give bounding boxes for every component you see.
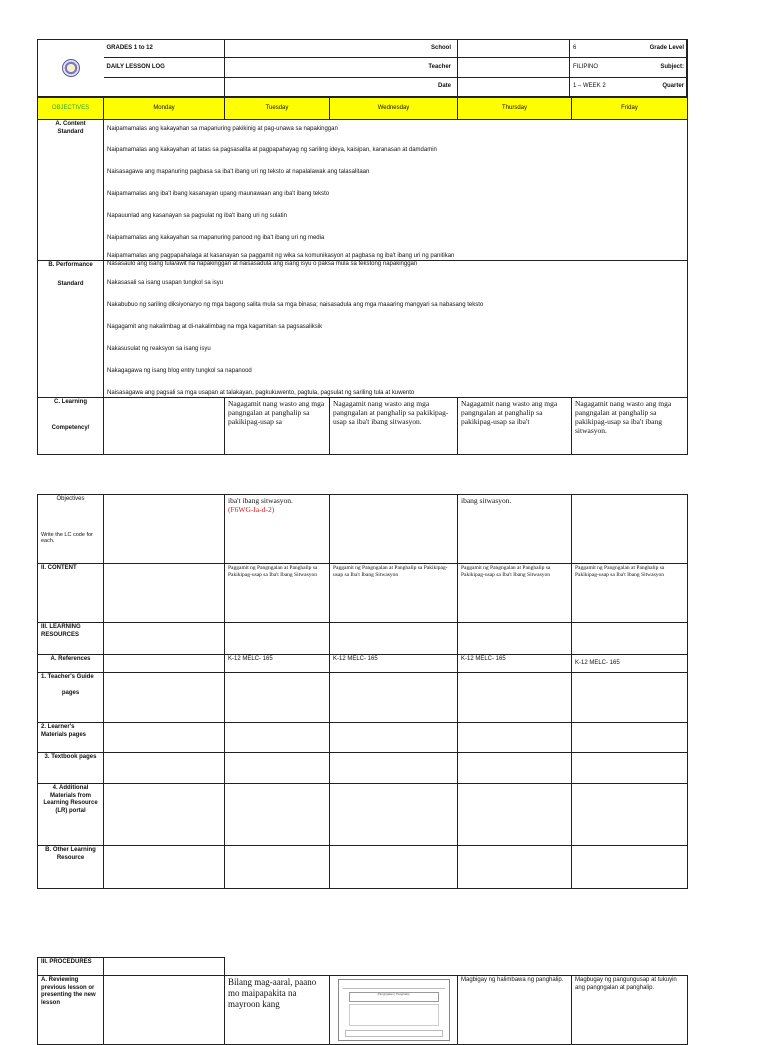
day-monday: Monday bbox=[104, 98, 225, 120]
content-standard-line: Naisasagawa ang mapanuring pagbasa sa iba't ibang uri ng teksto at napalalawak ang talasalitaan bbox=[107, 169, 370, 176]
lc-code: (F6WG-Ia-d-2) bbox=[228, 505, 275, 514]
date-field[interactable] bbox=[458, 78, 570, 97]
textbook-pages-label: 3. Textbook pages bbox=[38, 753, 104, 784]
content-friday: Paggamit ng Pangngalan at Panghalip sa Pakikipag-usap sa Iba't Ibang Sitwasyon bbox=[572, 564, 688, 623]
content-standard-line: Naipamamalas ang iba't ibang kasanayan upang maunawaan ang iba't ibang teksto bbox=[107, 191, 330, 198]
references-label: A. References bbox=[38, 655, 104, 673]
learning-competency-label-1: C. Learning bbox=[53, 399, 87, 405]
quarter-value[interactable]: 1 – WEEK 2 bbox=[570, 78, 687, 97]
procedures-label: III. PROCEDURES bbox=[38, 958, 104, 976]
references-thursday: K-12 MELC- 165 bbox=[458, 655, 572, 673]
content-monday[interactable] bbox=[104, 564, 225, 623]
lc-tuesday: Nagagamit nang wasto ang mga pangngalan at panghalip sa pakikipag-usap sa bbox=[225, 398, 330, 455]
objectives-header: OBJECTIVES bbox=[38, 98, 104, 120]
performance-standard-line: Nagagamit ang nakalimbag at di-nakalimbag na mga kagamitan sa pagsasaliksik bbox=[107, 324, 323, 331]
school-label: School bbox=[225, 40, 458, 58]
teacher-label: Teacher bbox=[225, 58, 458, 78]
obj-friday[interactable] bbox=[572, 495, 688, 564]
content-standard-line: Naipamamalas ang pagpapahalaga at kasanayan sa paggamit ng wika sa komunikasyon at pagbasa ng iba't ibang uri ng panitikan bbox=[107, 252, 455, 259]
content-standard-line: Naipamamalas ang kakayahan sa mapanuring pakikinig at pag-unawa sa napakinggan bbox=[107, 126, 338, 133]
performance-standard-label-1: B. Performance bbox=[48, 262, 93, 268]
deped-seal-logo bbox=[62, 59, 80, 77]
content-label: II. CONTENT bbox=[38, 564, 104, 623]
obj-tuesday-continued: iba't ibang sitwasyon. bbox=[228, 496, 293, 505]
header-values bbox=[569, 39, 687, 97]
content-standard-label-1: A. Content bbox=[55, 121, 86, 127]
content-standard-label-2: Standard bbox=[57, 128, 84, 135]
content-wednesday: Paggamit ng Pangngalan at Panghalip sa Pakikipag-usap sa Iba't Ibang Sitwasyon bbox=[330, 564, 458, 623]
performance-standard-line: Nakagagawa ng isang blog entry tungkol sa napanood bbox=[107, 368, 252, 375]
references-wednesday: K-12 MELC- 165 bbox=[330, 655, 458, 673]
day-wednesday: Wednesday bbox=[330, 98, 458, 120]
other-learning-resource-label: B. Other Learning Resource bbox=[38, 846, 104, 889]
date-label: Date bbox=[225, 78, 458, 97]
performance-standard-label-2: Standard bbox=[57, 280, 84, 287]
learners-materials-label: 2. Learner's Materials pages bbox=[38, 723, 104, 753]
grades-label: GRADES 1 to 12 bbox=[104, 40, 225, 58]
review-label: A. Reviewing previous lesson or presenting the new lesson bbox=[38, 976, 104, 1045]
performance-standard-line: Nakabubuo ng sariling diksiyonaryo ng mga bagong salita mula sa mga binasa; naisasadula ang mga maaaring mangyari sa nabasang teksto bbox=[107, 302, 484, 309]
day-tuesday: Tuesday bbox=[225, 98, 330, 120]
content-standard-line: Napauunlad ang kasanayan sa pagsulat ng iba't ibang uri ng sulatin bbox=[107, 213, 287, 220]
lc-thursday: Nagagamit nang wasto ang mga pangngalan at panghalip sa pakikipag-usap sa iba't bbox=[458, 398, 572, 455]
obj-wednesday[interactable] bbox=[330, 495, 458, 564]
review-wednesday bbox=[330, 976, 458, 1045]
teacher-field[interactable] bbox=[458, 58, 570, 78]
quarter-label: Quarter bbox=[570, 78, 688, 97]
performance-standard-line: Nakasasali sa isang usapan tungkol sa isyu bbox=[107, 280, 224, 287]
obj-thursday-continued: ibang sitwasyon. bbox=[458, 495, 572, 564]
lc-wednesday: Nagagamit nang wasto ang mga pangngalan at panghalip sa pakikipag-usap sa iba't ibang sitwasyon. bbox=[330, 398, 458, 455]
learning-resources-label: III. LEARNING RESOURCES bbox=[38, 623, 104, 655]
performance-standard-line: Naisasagawa ang pagsali sa mga usapan at talakayan, pagkukuwento, pagtula, pagsulat ng sariling tula at kuwento bbox=[107, 389, 415, 396]
content-tuesday: Paggamit ng Pangngalan at Panghalip sa Pakikipag-usap sa Iba't Ibang Sitwasyon bbox=[225, 564, 330, 623]
teachers-guide-pages: pages bbox=[61, 689, 80, 696]
objectives-table bbox=[37, 97, 688, 455]
references-friday: K-12 MELC- 165 bbox=[572, 655, 688, 673]
content-standard-line: Naipamamalas ang kakayahan at tatas sa pagsasalita at pagpapahayag ng sariling ideya, kaisipan, karanasan at damdamin bbox=[107, 147, 437, 154]
review-thursday: Magbigay ng halimbawa ng panghalip. bbox=[458, 976, 572, 1045]
review-monday[interactable] bbox=[104, 976, 225, 1045]
content-thursday: Paggamit ng Pangngalan at Panghalip sa Pakikipag-usap sa Iba't Ibang Sitwasyon bbox=[458, 564, 572, 623]
day-friday: Friday bbox=[572, 98, 688, 120]
objectives-note: Write the LC code for each. bbox=[41, 531, 93, 545]
procedures-table bbox=[37, 957, 688, 1045]
daily-lesson-log-title: DAILY LESSON LOG bbox=[104, 58, 225, 78]
worksheet-thumbnail: Pangngalan | Panghalip bbox=[338, 979, 450, 1041]
additional-materials-label: 4. Additional Materials from Learning Resource (LR) portal bbox=[38, 784, 104, 846]
review-tuesday: Bilang mag-aaral, paano mo maipapakita na mayroon kang bbox=[225, 976, 330, 1045]
day-thursday: Thursday bbox=[458, 98, 572, 120]
objectives-label: Objectives bbox=[56, 496, 85, 502]
teachers-guide-label: 1. Teacher's Guide bbox=[41, 674, 94, 680]
performance-standard-line: Nakasusulat ng reaksyon sa isang isyu bbox=[107, 346, 211, 353]
content-standard-line: Naipamamalas ang kakayahan sa mapanuring panood ng iba't ibang uri ng media bbox=[107, 235, 325, 242]
subject-label: Subject: bbox=[570, 58, 688, 78]
grade-level-label: Grade Level bbox=[570, 40, 688, 58]
learning-competency-label-2: Competency/ bbox=[51, 424, 90, 431]
school-field[interactable] bbox=[458, 40, 570, 58]
resources-table bbox=[37, 494, 688, 889]
grade-level-value[interactable]: 6 bbox=[570, 40, 687, 58]
subject-value[interactable]: FILIPINO bbox=[570, 58, 687, 78]
obj-monday[interactable] bbox=[104, 495, 225, 564]
references-tuesday: K-12 MELC- 165 bbox=[225, 655, 330, 673]
lc-monday[interactable] bbox=[104, 398, 225, 455]
review-friday: Magbugay ng pangungusap at tukuyin ang pangngalan at panghalip. bbox=[572, 976, 688, 1045]
performance-standard-line: Nasasaulo ang isang tula/awit na napakinggan at naisasadula ang isang isyu o paksa mula sa tekstong napakinggan bbox=[107, 261, 418, 267]
lc-friday: Nagagamit nang wasto ang mga pangngalan at panghalip sa pakikipag-usap sa iba't ibang sitwasyon. bbox=[572, 398, 688, 455]
